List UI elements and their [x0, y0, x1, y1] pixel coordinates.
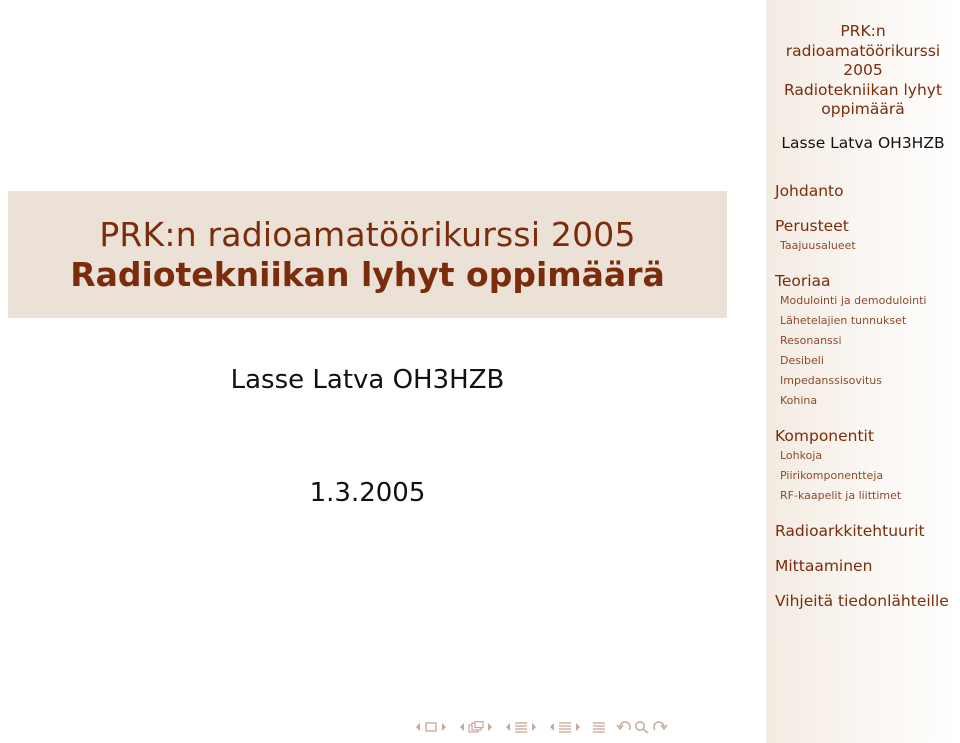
sidebar: [766, 0, 960, 743]
sidebar-title-line: 2005: [843, 61, 883, 79]
arrow-right-icon[interactable]: [486, 722, 494, 732]
search-nav: [616, 720, 668, 734]
frame-icon: [424, 721, 438, 733]
appendix-nav: [592, 721, 606, 733]
sidebar-section-vihjeita[interactable]: Vihjeitä tiedonlähteille: [775, 592, 949, 610]
frame-nav: [414, 721, 448, 733]
sidebar-subsection-lahetelajit[interactable]: Lähetelajien tunnukset: [780, 314, 907, 327]
undo-icon[interactable]: [616, 720, 632, 734]
sidebar-author[interactable]: Lasse Latva OH3HZB: [781, 134, 945, 152]
sidebar-subsection-lohkoja[interactable]: Lohkoja: [780, 449, 823, 462]
sidebar-subsection-modulointi[interactable]: Modulointi ja demodulointi: [780, 294, 927, 307]
sidebar-title-line: PRK:n: [840, 22, 886, 40]
slide-title-block: [8, 191, 727, 318]
section-icon: [514, 721, 528, 733]
slide-subtitle: Radiotekniikan lyhyt oppimäärä: [70, 254, 665, 294]
arrow-right-icon[interactable]: [440, 722, 448, 732]
sidebar-section-mittaaminen[interactable]: Mittaaminen: [775, 557, 873, 575]
sidebar-section-radioarkkitehtuurit[interactable]: Radioarkkitehtuurit: [775, 522, 925, 540]
redo-icon[interactable]: [652, 720, 668, 734]
sidebar-subsection-piirikomponentteja[interactable]: Piirikomponentteja: [780, 469, 884, 482]
sidebar-title-line: oppimäärä: [821, 100, 905, 118]
sidebar-subsection-desibeli[interactable]: Desibeli: [780, 354, 824, 367]
arrow-left-icon[interactable]: [414, 722, 422, 732]
arrow-right-icon[interactable]: [530, 722, 538, 732]
sidebar-section-perusteet[interactable]: Perusteet: [775, 217, 849, 235]
section-nav: [504, 721, 538, 733]
arrow-left-icon[interactable]: [458, 722, 466, 732]
list-icon[interactable]: [592, 721, 606, 733]
sidebar-section-komponentit[interactable]: Komponentit: [775, 427, 874, 445]
sidebar-subsection-resonanssi[interactable]: Resonanssi: [780, 334, 842, 347]
search-icon[interactable]: [634, 720, 650, 734]
arrow-left-icon[interactable]: [548, 722, 556, 732]
sidebar-section-johdanto[interactable]: Johdanto: [775, 182, 844, 200]
subsection-nav: [458, 721, 494, 734]
sidebar-subsection-kohina[interactable]: Kohina: [780, 394, 818, 407]
subsection-icon: [468, 721, 484, 734]
arrow-right-icon[interactable]: [574, 722, 582, 732]
beamer-navigation-bar: [414, 716, 668, 738]
sidebar-subsection-rf-kaapelit[interactable]: RF-kaapelit ja liittimet: [780, 489, 902, 502]
sidebar-nav: [775, 181, 960, 611]
sidebar-title-line: radioamatöörikurssi: [785, 41, 941, 60]
slide-date: 1.3.2005: [309, 478, 426, 508]
document-icon: [558, 721, 572, 733]
document-nav: [548, 721, 582, 733]
sidebar-subsection-taajuusalueet[interactable]: Taajuusalueet: [780, 239, 856, 252]
sidebar-section-teoriaa[interactable]: Teoriaa: [775, 272, 831, 290]
sidebar-title-line: Radiotekniikan lyhyt: [783, 80, 943, 99]
arrow-left-icon[interactable]: [504, 722, 512, 732]
slide-author: Lasse Latva OH3HZB: [230, 365, 505, 395]
sidebar-title[interactable]: [766, 22, 960, 120]
slide-title: PRK:n radioamatöörikurssi 2005: [99, 214, 636, 254]
sidebar-subsection-impedanssisovitus[interactable]: Impedanssisovitus: [780, 374, 882, 387]
